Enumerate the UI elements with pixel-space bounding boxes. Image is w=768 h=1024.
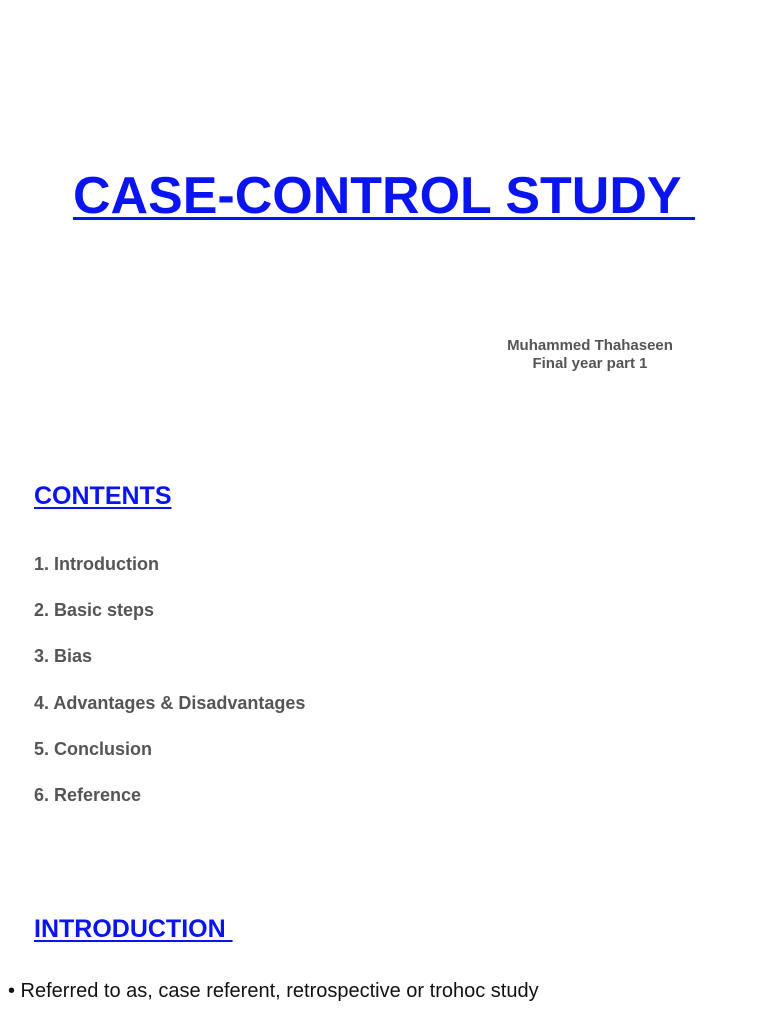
contents-item: 6. Reference	[34, 784, 142, 805]
contents-list	[34, 552, 305, 829]
contents-item: 3. Bias	[34, 646, 93, 667]
contents-heading: CONTENTS	[34, 482, 172, 510]
author-name: Muhammed Thahaseen	[507, 337, 673, 354]
contents-item: 2. Basic steps	[34, 600, 155, 621]
contents-item: 5. Conclusion	[34, 738, 153, 759]
document-title: CASE-CONTROL STUDY	[72, 167, 696, 225]
contents-item: 1. Introduction	[34, 554, 159, 574]
contents-item: 4. Advantages & Disadvantages	[34, 692, 306, 713]
introduction-bullet: • Referred to as, case referent, retrospective or trohoc study	[8, 980, 539, 1002]
author-block	[480, 337, 700, 373]
author-subtitle: Final year part 1	[532, 355, 648, 372]
introduction-heading: INTRODUCTION	[34, 915, 233, 943]
